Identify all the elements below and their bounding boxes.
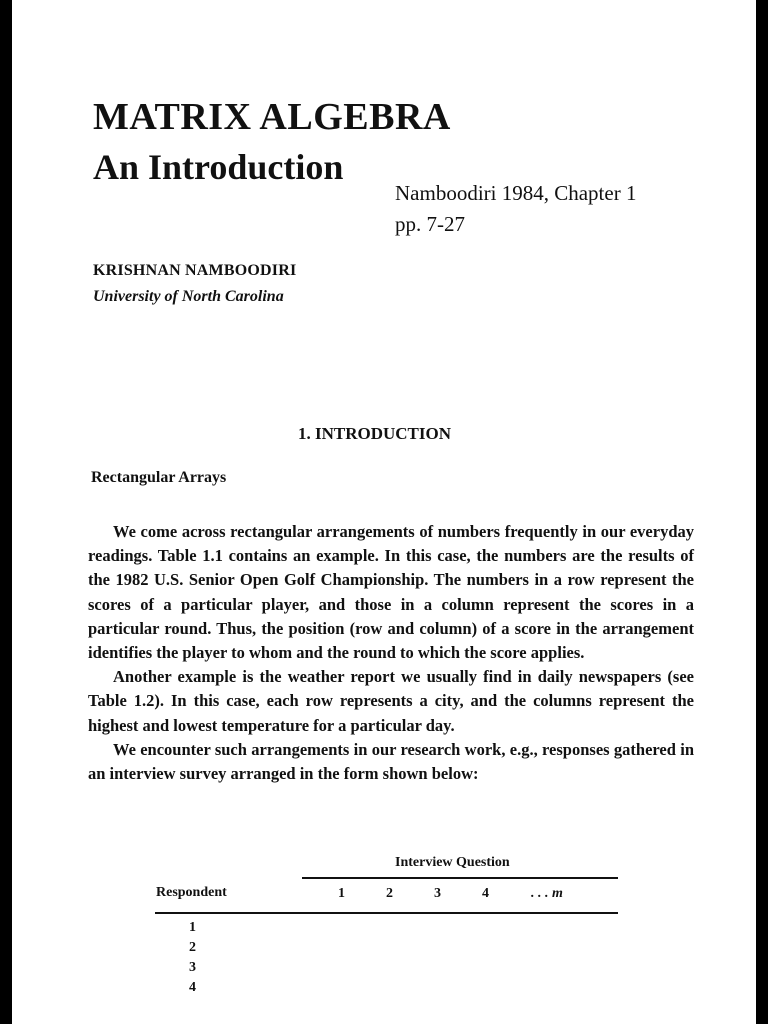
- paragraph: We come across rectangular arrangements of numbers frequently in our everyday readings. Table 1.1 contains an example. In this case, the numbers are the results of the 1982 U.S. Senior Open Golf Championship. The numbers in a row represent the scores of a particular player, and those in a column represent the scores in a particular round. Thus, the position (row and column) of a score in the arrangement identifies the player to whom and the round to which the score applies.: [88, 522, 694, 663]
- table-group-header: Interview Question: [395, 855, 510, 870]
- body-text: [88, 520, 694, 786]
- paragraph: Another example is the weather report we usually find in daily newspapers (see Table 1.2). In this case, each row represents a city, and the columns represent the highest and lowest temperature for a particular day.: [88, 667, 694, 735]
- subsection-heading: Rectangular Arrays: [91, 469, 227, 486]
- table-row-header: Respondent: [156, 885, 227, 900]
- table-header-rule: [155, 912, 618, 914]
- citation-note: Namboodiri 1984, Chapter 1: [395, 181, 637, 205]
- table-row-label: 3: [189, 960, 196, 975]
- table-column-header: 3: [434, 886, 441, 901]
- table-row-label: 1: [189, 920, 196, 935]
- table-row-label: 2: [189, 940, 196, 955]
- author-name: KRISHNAN NAMBOODIRI: [93, 262, 297, 279]
- table-column-header: 2: [386, 886, 393, 901]
- paragraph: We encounter such arrangements in our research work, e.g., responses gathered in an interview survey arranged in the form shown below:: [88, 739, 694, 784]
- section-heading: 1. INTRODUCTION: [298, 424, 452, 443]
- table-row-label: 4: [189, 980, 196, 995]
- book-subtitle: An Introduction: [93, 147, 344, 187]
- table-column-header: . . . m: [531, 886, 563, 901]
- table-column-header: 4: [482, 886, 489, 901]
- table-top-rule: [302, 877, 618, 879]
- page-range-note: pp. 7-27: [395, 212, 465, 236]
- document-page: [12, 0, 756, 1024]
- author-affiliation: University of North Carolina: [93, 288, 284, 305]
- book-title: MATRIX ALGEBRA: [93, 96, 451, 138]
- table-column-header: 1: [338, 886, 345, 901]
